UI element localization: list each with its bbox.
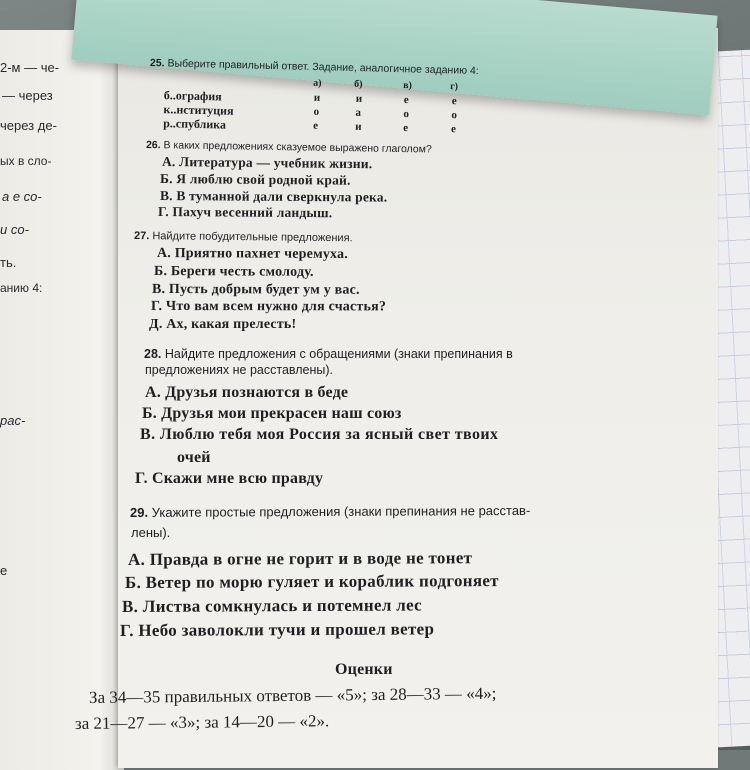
- table-header: а): [313, 77, 322, 89]
- table-cell: е: [451, 95, 457, 108]
- question-27-option-d: Г. Что вам всем нужно для счастья?: [150, 299, 387, 315]
- table-cell: е: [403, 93, 409, 107]
- grades-title: Оценки: [335, 661, 393, 678]
- grades-line-2: за 21—27 — «3»; за 14—20 — «2».: [74, 711, 330, 733]
- left-fragment: через де-: [0, 118, 57, 133]
- question-27-prompt: 27. Найдите побудительные предложения.: [133, 230, 353, 245]
- left-fragment: 2-м — че-: [0, 60, 60, 75]
- table-cell: о: [313, 105, 320, 118]
- table-cell: е: [313, 119, 319, 132]
- question-28-prompt: 28. Найдите предложения с обращениями (знаки препинания в: [144, 347, 513, 361]
- question-29-option-c: В. Листва сомкнулась и потемнел лес: [121, 595, 423, 616]
- table-row-word: б..ография: [163, 88, 222, 104]
- table-cell: о: [403, 107, 410, 121]
- left-fragment: рас-: [0, 413, 26, 428]
- table-cell: и: [355, 92, 363, 105]
- question-29-option-a: А. Правда в огне не горит и в воде не тонет: [127, 548, 473, 569]
- table-header: б): [354, 78, 363, 90]
- question-27-option-b: Б. Береги честь смолоду.: [153, 264, 314, 280]
- question-26-option-d: Г. Пахуч весенний ландыш.: [157, 204, 333, 221]
- table-row-word: к..нституция: [163, 102, 234, 118]
- table-header: в): [403, 79, 413, 92]
- question-26-option-b: Б. Я люблю свой родной край.: [159, 171, 351, 188]
- table-cell: е: [402, 121, 409, 135]
- table-cell: и: [313, 91, 321, 104]
- question-27-option-c: В. Пусть добрым будет ум у вас.: [151, 282, 360, 298]
- question-28-option-a: А. Друзья познаются в беде: [145, 384, 349, 401]
- question-28-option-d: Г. Скажи мне всю правду: [135, 470, 324, 487]
- question-29-prompt-cont: лены).: [131, 525, 171, 540]
- question-26-option-a: А. Литература — учебник жизни.: [161, 154, 373, 172]
- question-27-option-e: Д. Ах, какая прелесть!: [149, 317, 297, 332]
- question-28-option-c: В. Люблю тебя моя Россия за ясный свет твоих: [140, 426, 499, 443]
- question-28-option-b: Б. Друзья мои прекрасен наш союз: [142, 405, 402, 422]
- grades-line-1: За 34—35 правильных ответов — «5»; за 28—33 — «4»;: [88, 683, 497, 707]
- left-fragment: и со-: [0, 222, 29, 237]
- question-28-option-c-cont: очей: [177, 449, 211, 466]
- table-row-word: р..спублика: [163, 116, 227, 132]
- question-29-option-d: Г. Небо заволокли тучи и прошел ветер: [119, 619, 435, 640]
- table-cell: о: [451, 109, 458, 122]
- question-26-option-c: В. В туманной дали сверкнула река.: [159, 188, 388, 205]
- table-cell: а: [355, 106, 362, 119]
- left-fragment: а е со-: [2, 189, 42, 204]
- question-27-option-a: А. Приятно пахнет черемуха.: [156, 246, 349, 262]
- left-fragment: анию 4:: [0, 281, 43, 295]
- left-fragment: ых в сло-: [0, 154, 52, 168]
- left-fragment: ть.: [0, 255, 17, 270]
- table-cell: е: [450, 123, 457, 136]
- table-header: г): [450, 81, 459, 93]
- left-fragment: — через: [2, 88, 53, 103]
- question-26-prompt: 26. В каких предложениях сказуемое выражено глаголом?: [145, 139, 432, 156]
- left-fragment: е: [0, 563, 8, 578]
- question-25-prompt: 25. Выберите правильный ответ. Задание, аналогичное заданию 4:: [149, 57, 479, 78]
- question-29-prompt: 29. Укажите простые предложения (знаки препинания не расстав-: [129, 502, 531, 520]
- table-cell: и: [355, 120, 362, 133]
- question-29-option-b: Б. Ветер по морю гуляет и кораблик подгоняет: [124, 571, 499, 592]
- question-28-prompt-cont: предложениях не расставлены).: [145, 363, 334, 377]
